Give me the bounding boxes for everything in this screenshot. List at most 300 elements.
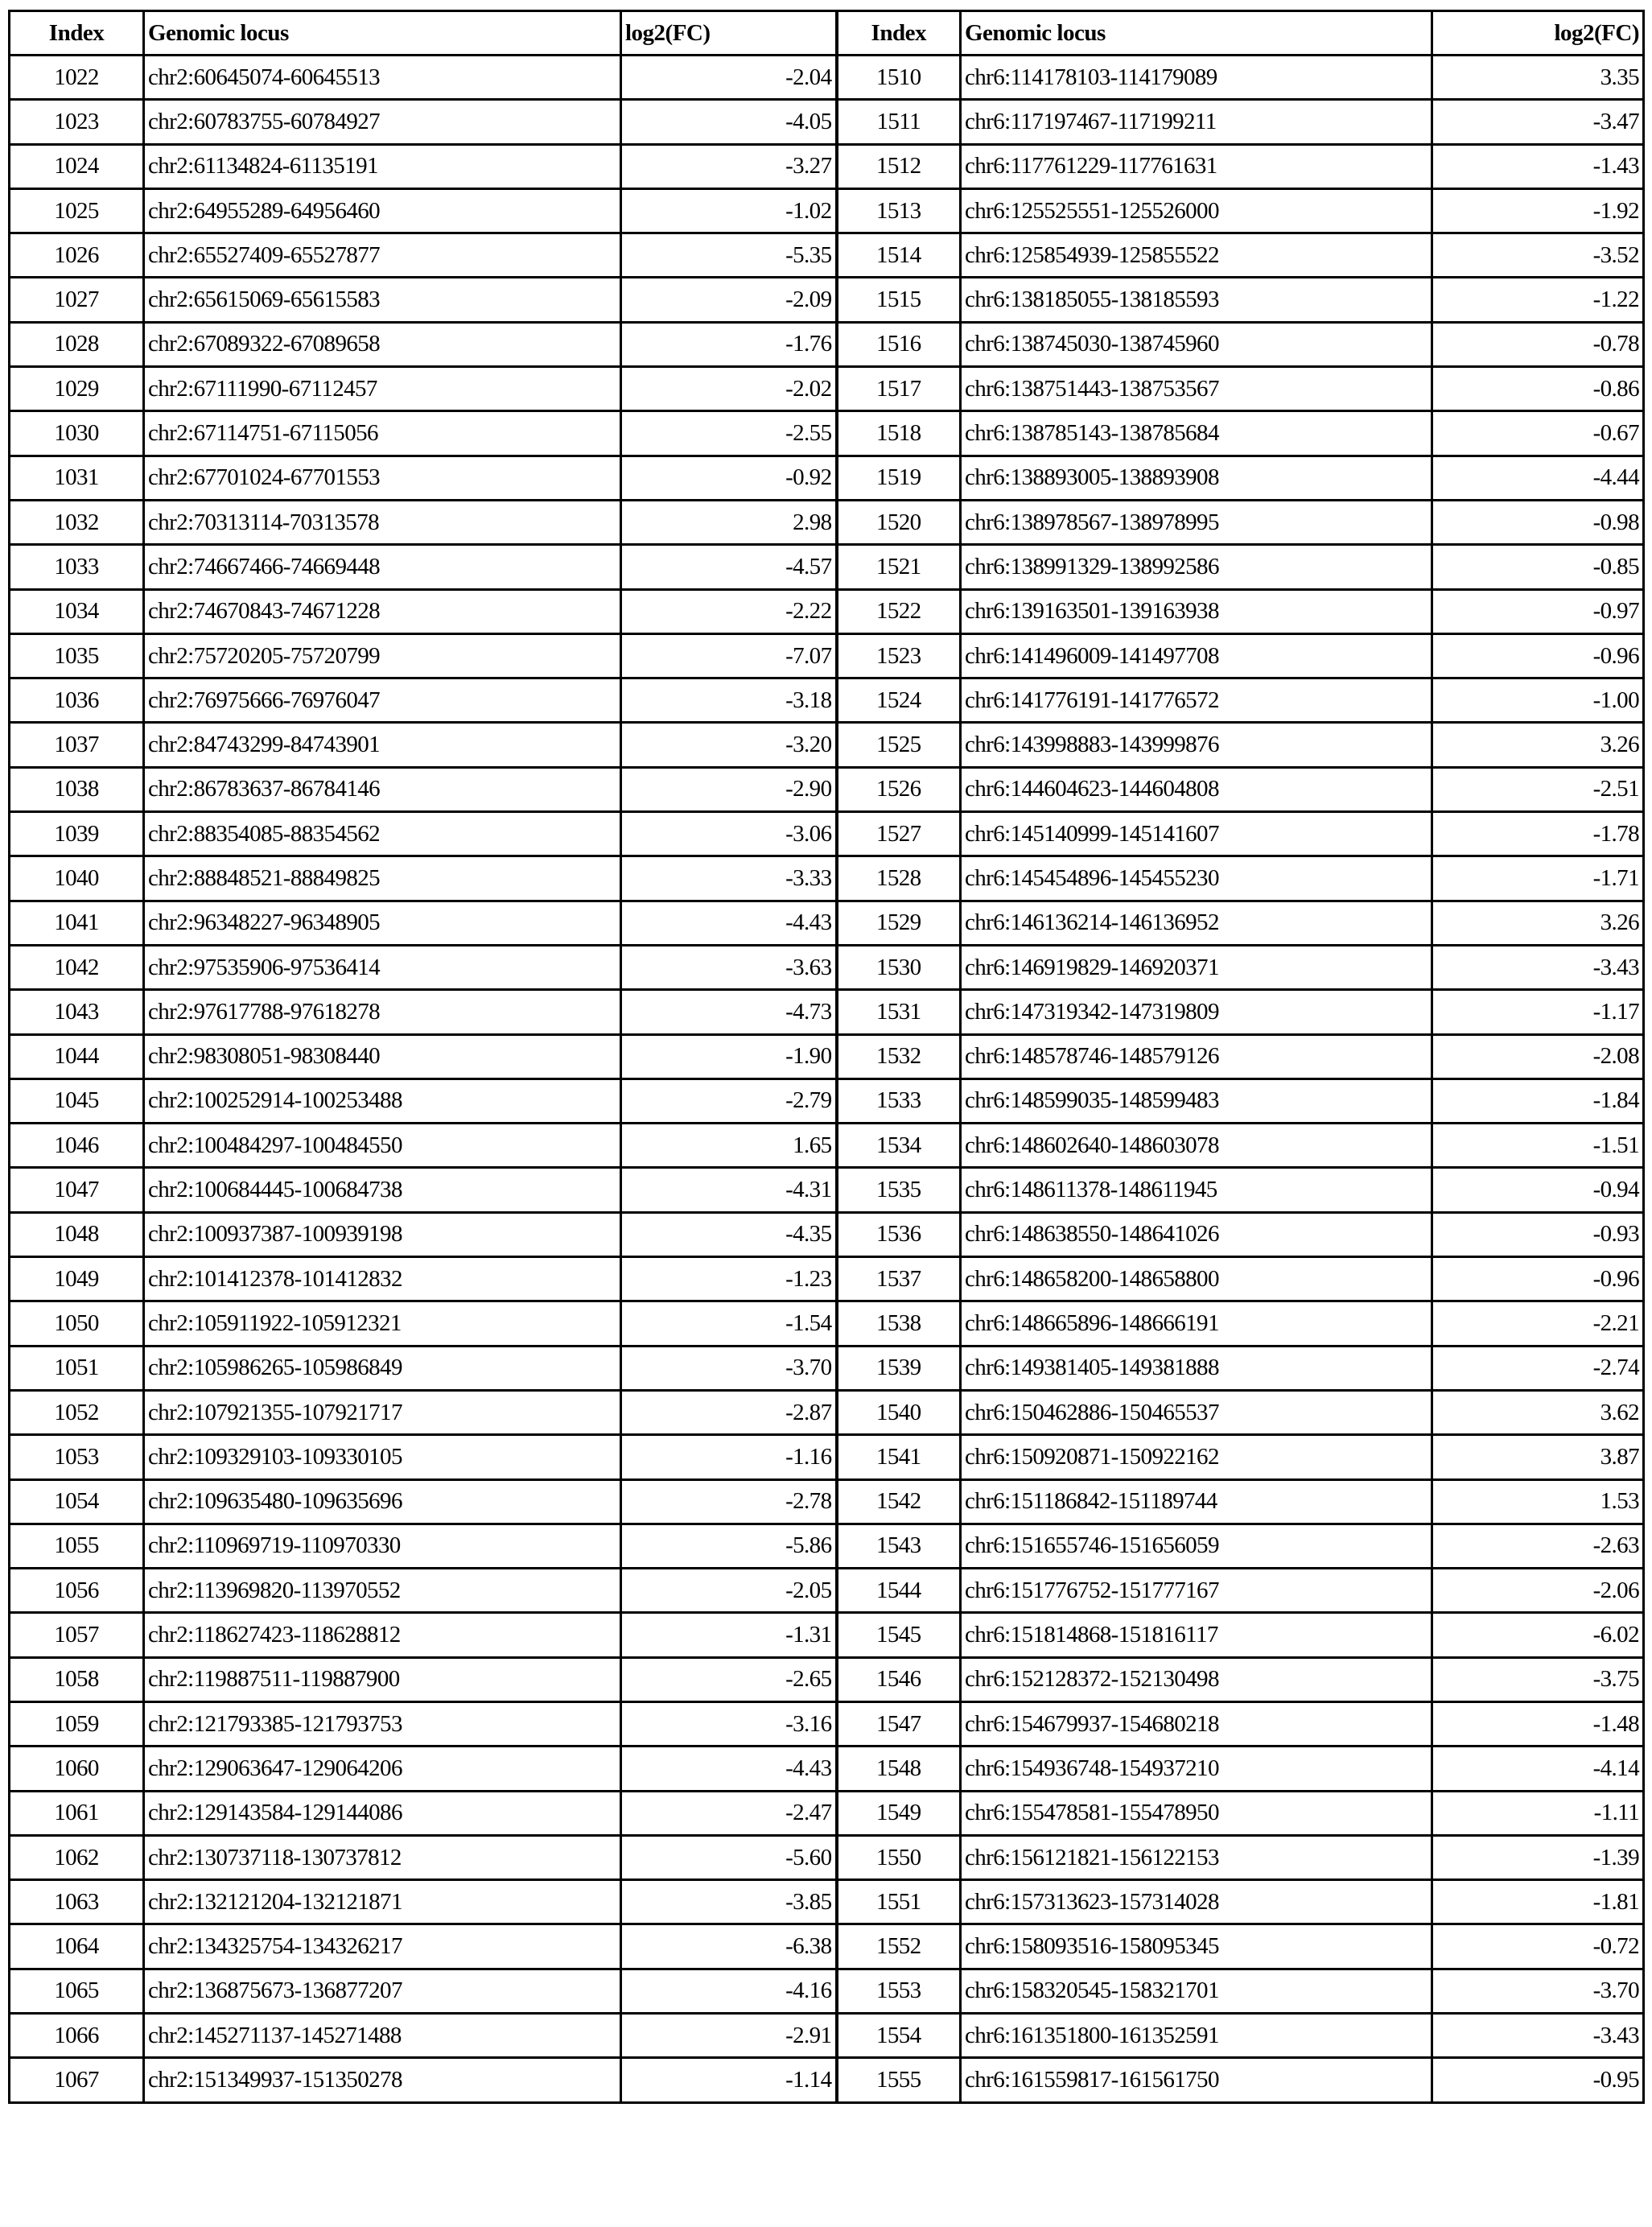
log2fc-cell-left: -3.33 — [621, 856, 837, 901]
index-cell-right: 1515 — [837, 278, 961, 322]
log2fc-cell-left: -4.05 — [621, 100, 837, 144]
locus-cell-right: chr6:125525551-125526000 — [961, 188, 1432, 233]
locus-cell-left: chr2:67111990-67112457 — [144, 367, 621, 411]
locus-cell-left: chr2:145271137-145271488 — [144, 2014, 621, 2058]
locus-cell-right: chr6:138751443-138753567 — [961, 367, 1432, 411]
log2fc-cell-left: -3.18 — [621, 678, 837, 723]
locus-cell-right: chr6:117197467-117199211 — [961, 100, 1432, 144]
locus-cell-right: chr6:155478581-155478950 — [961, 1791, 1432, 1835]
locus-cell-right: chr6:141496009-141497708 — [961, 633, 1432, 678]
locus-cell-right: chr6:148599035-148599483 — [961, 1078, 1432, 1123]
log2fc-cell-right: -4.44 — [1432, 456, 1644, 500]
header-log2fc-right: log2(FC) — [1432, 11, 1644, 56]
index-cell-right: 1555 — [837, 2058, 961, 2102]
index-cell-left: 1043 — [10, 990, 144, 1034]
table-row — [10, 1479, 1644, 1524]
log2fc-cell-left: -2.55 — [621, 411, 837, 456]
header-index-left: Index — [10, 11, 144, 56]
index-cell-left: 1065 — [10, 1969, 144, 2013]
table-row — [10, 1124, 1644, 1168]
index-cell-left: 1054 — [10, 1479, 144, 1524]
table-row — [10, 2014, 1644, 2058]
locus-cell-right: chr6:154679937-154680218 — [961, 1701, 1432, 1746]
locus-cell-right: chr6:154936748-154937210 — [961, 1747, 1432, 1791]
index-cell-left: 1034 — [10, 589, 144, 633]
index-cell-right: 1519 — [837, 456, 961, 500]
index-cell-left: 1039 — [10, 812, 144, 856]
index-cell-left: 1058 — [10, 1657, 144, 1701]
index-cell-left: 1027 — [10, 278, 144, 322]
index-cell-right: 1544 — [837, 1569, 961, 1613]
locus-cell-left: chr2:105911922-105912321 — [144, 1301, 621, 1346]
locus-cell-right: chr6:148638550-148641026 — [961, 1212, 1432, 1256]
log2fc-cell-left: -3.27 — [621, 144, 837, 188]
index-cell-right: 1539 — [837, 1346, 961, 1390]
log2fc-cell-left: -4.31 — [621, 1168, 837, 1212]
index-cell-left: 1066 — [10, 2014, 144, 2058]
index-cell-left: 1035 — [10, 633, 144, 678]
table-row — [10, 1212, 1644, 1256]
locus-cell-right: chr6:138745030-138745960 — [961, 322, 1432, 366]
log2fc-cell-right: -0.78 — [1432, 322, 1644, 366]
locus-cell-left: chr2:64955289-64956460 — [144, 188, 621, 233]
log2fc-cell-left: -3.20 — [621, 723, 837, 767]
table-row — [10, 1078, 1644, 1123]
table-row — [10, 144, 1644, 188]
log2fc-cell-right: -1.78 — [1432, 812, 1644, 856]
table-row — [10, 1613, 1644, 1657]
locus-cell-left: chr2:76975666-76976047 — [144, 678, 621, 723]
locus-cell-right: chr6:117761229-117761631 — [961, 144, 1432, 188]
log2fc-cell-left: 2.98 — [621, 500, 837, 544]
locus-cell-right: chr6:138893005-138893908 — [961, 456, 1432, 500]
log2fc-cell-left: -3.16 — [621, 1701, 837, 1746]
locus-cell-right: chr6:139163501-139163938 — [961, 589, 1432, 633]
log2fc-cell-right: -3.43 — [1432, 945, 1644, 989]
log2fc-cell-left: -2.87 — [621, 1390, 837, 1434]
locus-cell-left: chr2:100684445-100684738 — [144, 1168, 621, 1212]
locus-cell-left: chr2:129063647-129064206 — [144, 1747, 621, 1791]
locus-cell-left: chr2:61134824-61135191 — [144, 144, 621, 188]
table-row — [10, 545, 1644, 589]
locus-cell-right: chr6:138185055-138185593 — [961, 278, 1432, 322]
log2fc-cell-left: -1.31 — [621, 1613, 837, 1657]
table-row — [10, 723, 1644, 767]
log2fc-cell-left: -2.65 — [621, 1657, 837, 1701]
index-cell-left: 1046 — [10, 1124, 144, 1168]
log2fc-cell-right: -0.93 — [1432, 1212, 1644, 1256]
log2fc-cell-left: -2.79 — [621, 1078, 837, 1123]
log2fc-cell-left: -1.90 — [621, 1034, 837, 1078]
locus-cell-left: chr2:97535906-97536414 — [144, 945, 621, 989]
locus-cell-right: chr6:158320545-158321701 — [961, 1969, 1432, 2013]
index-cell-right: 1524 — [837, 678, 961, 723]
locus-cell-right: chr6:138991329-138992586 — [961, 545, 1432, 589]
locus-cell-left: chr2:67701024-67701553 — [144, 456, 621, 500]
table-row — [10, 56, 1644, 100]
locus-cell-right: chr6:151776752-151777167 — [961, 1569, 1432, 1613]
locus-cell-left: chr2:86783637-86784146 — [144, 767, 621, 811]
table-row — [10, 1524, 1644, 1568]
locus-cell-right: chr6:145140999-145141607 — [961, 812, 1432, 856]
locus-cell-left: chr2:74667466-74669448 — [144, 545, 621, 589]
table-row — [10, 1168, 1644, 1212]
log2fc-cell-left: -3.06 — [621, 812, 837, 856]
locus-cell-left: chr2:75720205-75720799 — [144, 633, 621, 678]
index-cell-left: 1026 — [10, 233, 144, 278]
index-cell-left: 1047 — [10, 1168, 144, 1212]
log2fc-cell-left: -4.73 — [621, 990, 837, 1034]
index-cell-right: 1545 — [837, 1613, 961, 1657]
index-cell-left: 1056 — [10, 1569, 144, 1613]
log2fc-cell-left: -2.78 — [621, 1479, 837, 1524]
log2fc-cell-left: -2.47 — [621, 1791, 837, 1835]
index-cell-right: 1523 — [837, 633, 961, 678]
index-cell-right: 1525 — [837, 723, 961, 767]
index-cell-right: 1540 — [837, 1390, 961, 1434]
index-cell-left: 1059 — [10, 1701, 144, 1746]
log2fc-cell-right: -1.92 — [1432, 188, 1644, 233]
index-cell-right: 1512 — [837, 144, 961, 188]
log2fc-cell-left: -3.63 — [621, 945, 837, 989]
log2fc-cell-left: 1.65 — [621, 1124, 837, 1168]
index-cell-right: 1533 — [837, 1078, 961, 1123]
log2fc-cell-right: -1.51 — [1432, 1124, 1644, 1168]
table-row — [10, 1435, 1644, 1479]
index-cell-left: 1023 — [10, 100, 144, 144]
log2fc-cell-right: 3.62 — [1432, 1390, 1644, 1434]
log2fc-cell-right: 3.35 — [1432, 56, 1644, 100]
log2fc-cell-right: 3.87 — [1432, 1435, 1644, 1479]
locus-cell-right: chr6:144604623-144604808 — [961, 767, 1432, 811]
locus-cell-left: chr2:88354085-88354562 — [144, 812, 621, 856]
locus-cell-right: chr6:125854939-125855522 — [961, 233, 1432, 278]
log2fc-cell-right: -2.21 — [1432, 1301, 1644, 1346]
index-cell-right: 1521 — [837, 545, 961, 589]
header-row — [10, 11, 1644, 56]
locus-cell-right: chr6:158093516-158095345 — [961, 1924, 1432, 1969]
table-row — [10, 188, 1644, 233]
index-cell-right: 1534 — [837, 1124, 961, 1168]
locus-cell-left: chr2:74670843-74671228 — [144, 589, 621, 633]
locus-cell-left: chr2:132121204-132121871 — [144, 1880, 621, 1924]
index-cell-left: 1032 — [10, 500, 144, 544]
index-cell-left: 1062 — [10, 1835, 144, 1879]
index-cell-right: 1547 — [837, 1701, 961, 1746]
locus-cell-left: chr2:109635480-109635696 — [144, 1479, 621, 1524]
locus-cell-right: chr6:161351800-161352591 — [961, 2014, 1432, 2058]
index-cell-right: 1538 — [837, 1301, 961, 1346]
table-row — [10, 1880, 1644, 1924]
log2fc-cell-left: -5.86 — [621, 1524, 837, 1568]
index-cell-right: 1511 — [837, 100, 961, 144]
locus-cell-left: chr2:105986265-105986849 — [144, 1346, 621, 1390]
log2fc-cell-left: -5.35 — [621, 233, 837, 278]
locus-cell-left: chr2:100252914-100253488 — [144, 1078, 621, 1123]
log2fc-cell-right: -1.71 — [1432, 856, 1644, 901]
locus-cell-left: chr2:113969820-113970552 — [144, 1569, 621, 1613]
locus-cell-right: chr6:150920871-150922162 — [961, 1435, 1432, 1479]
table-row — [10, 633, 1644, 678]
index-cell-left: 1048 — [10, 1212, 144, 1256]
locus-cell-left: chr2:101412378-101412832 — [144, 1257, 621, 1301]
locus-cell-right: chr6:148658200-148658800 — [961, 1257, 1432, 1301]
locus-cell-left: chr2:67114751-67115056 — [144, 411, 621, 456]
table-row — [10, 322, 1644, 366]
locus-cell-left: chr2:98308051-98308440 — [144, 1034, 621, 1078]
log2fc-cell-left: -4.57 — [621, 545, 837, 589]
locus-cell-left: chr2:88848521-88849825 — [144, 856, 621, 901]
table-row — [10, 1034, 1644, 1078]
table-row — [10, 278, 1644, 322]
log2fc-cell-right: -0.98 — [1432, 500, 1644, 544]
index-cell-left: 1053 — [10, 1435, 144, 1479]
index-cell-right: 1530 — [837, 945, 961, 989]
index-cell-left: 1022 — [10, 56, 144, 100]
table-row — [10, 812, 1644, 856]
locus-cell-left: chr2:67089322-67089658 — [144, 322, 621, 366]
locus-cell-right: chr6:151814868-151816117 — [961, 1613, 1432, 1657]
locus-cell-right: chr6:147319342-147319809 — [961, 990, 1432, 1034]
log2fc-cell-right: 3.26 — [1432, 723, 1644, 767]
locus-cell-right: chr6:145454896-145455230 — [961, 856, 1432, 901]
log2fc-cell-right: -0.67 — [1432, 411, 1644, 456]
index-cell-left: 1030 — [10, 411, 144, 456]
table-row — [10, 1969, 1644, 2013]
index-cell-left: 1049 — [10, 1257, 144, 1301]
log2fc-cell-left: -2.09 — [621, 278, 837, 322]
log2fc-cell-left: -4.16 — [621, 1969, 837, 2013]
index-cell-right: 1552 — [837, 1924, 961, 1969]
log2fc-cell-left: -1.76 — [621, 322, 837, 366]
table-row — [10, 411, 1644, 456]
locus-cell-left: chr2:97617788-97618278 — [144, 990, 621, 1034]
log2fc-cell-left: -2.91 — [621, 2014, 837, 2058]
log2fc-cell-left: -4.43 — [621, 1747, 837, 1791]
log2fc-cell-left: -1.23 — [621, 1257, 837, 1301]
locus-cell-right: chr6:148665896-148666191 — [961, 1301, 1432, 1346]
index-cell-right: 1541 — [837, 1435, 961, 1479]
log2fc-cell-right: -0.97 — [1432, 589, 1644, 633]
index-cell-left: 1036 — [10, 678, 144, 723]
header-locus-right: Genomic locus — [961, 11, 1432, 56]
log2fc-cell-right: -2.63 — [1432, 1524, 1644, 1568]
locus-cell-right: chr6:161559817-161561750 — [961, 2058, 1432, 2102]
log2fc-cell-right: -0.96 — [1432, 1257, 1644, 1301]
log2fc-cell-left: -1.16 — [621, 1435, 837, 1479]
log2fc-cell-left: -4.43 — [621, 901, 837, 945]
locus-cell-right: chr6:150462886-150465537 — [961, 1390, 1432, 1434]
index-cell-left: 1060 — [10, 1747, 144, 1791]
log2fc-cell-right: -3.43 — [1432, 2014, 1644, 2058]
log2fc-cell-left: -4.35 — [621, 1212, 837, 1256]
log2fc-cell-right: -2.08 — [1432, 1034, 1644, 1078]
locus-cell-left: chr2:118627423-118628812 — [144, 1613, 621, 1657]
log2fc-cell-right: -0.72 — [1432, 1924, 1644, 1969]
log2fc-cell-right: -0.96 — [1432, 633, 1644, 678]
locus-cell-right: chr6:148578746-148579126 — [961, 1034, 1432, 1078]
index-cell-left: 1029 — [10, 367, 144, 411]
index-cell-right: 1516 — [837, 322, 961, 366]
index-cell-right: 1537 — [837, 1257, 961, 1301]
locus-cell-left: chr2:107921355-107921717 — [144, 1390, 621, 1434]
locus-cell-left: chr2:134325754-134326217 — [144, 1924, 621, 1969]
index-cell-right: 1527 — [837, 812, 961, 856]
log2fc-cell-right: -0.94 — [1432, 1168, 1644, 1212]
log2fc-cell-left: -1.14 — [621, 2058, 837, 2102]
index-cell-left: 1057 — [10, 1613, 144, 1657]
header-index-right: Index — [837, 11, 961, 56]
log2fc-cell-right: -1.43 — [1432, 144, 1644, 188]
log2fc-cell-right: -3.47 — [1432, 100, 1644, 144]
index-cell-right: 1550 — [837, 1835, 961, 1879]
index-cell-left: 1037 — [10, 723, 144, 767]
log2fc-cell-right: -3.75 — [1432, 1657, 1644, 1701]
table-row — [10, 100, 1644, 144]
index-cell-right: 1522 — [837, 589, 961, 633]
log2fc-cell-left: -0.92 — [621, 456, 837, 500]
table-row — [10, 1257, 1644, 1301]
locus-cell-left: chr2:84743299-84743901 — [144, 723, 621, 767]
index-cell-right: 1528 — [837, 856, 961, 901]
log2fc-cell-right: -1.48 — [1432, 1701, 1644, 1746]
index-cell-right: 1531 — [837, 990, 961, 1034]
log2fc-cell-right: -6.02 — [1432, 1613, 1644, 1657]
locus-cell-left: chr2:65615069-65615583 — [144, 278, 621, 322]
locus-cell-right: chr6:156121821-156122153 — [961, 1835, 1432, 1879]
index-cell-right: 1553 — [837, 1969, 961, 2013]
index-cell-left: 1052 — [10, 1390, 144, 1434]
locus-cell-right: chr6:141776191-141776572 — [961, 678, 1432, 723]
log2fc-cell-right: -0.85 — [1432, 545, 1644, 589]
log2fc-cell-right: 1.53 — [1432, 1479, 1644, 1524]
log2fc-cell-right: -1.39 — [1432, 1835, 1644, 1879]
locus-cell-right: chr6:148611378-148611945 — [961, 1168, 1432, 1212]
index-cell-left: 1061 — [10, 1791, 144, 1835]
locus-cell-right: chr6:114178103-114179089 — [961, 56, 1432, 100]
locus-cell-right: chr6:138785143-138785684 — [961, 411, 1432, 456]
log2fc-cell-left: -3.85 — [621, 1880, 837, 1924]
table-row — [10, 990, 1644, 1034]
table-row — [10, 1346, 1644, 1390]
locus-cell-left: chr2:110969719-110970330 — [144, 1524, 621, 1568]
locus-cell-right: chr6:138978567-138978995 — [961, 500, 1432, 544]
log2fc-cell-left: -2.02 — [621, 367, 837, 411]
table-row — [10, 1924, 1644, 1969]
log2fc-cell-right: -2.74 — [1432, 1346, 1644, 1390]
log2fc-cell-left: -2.90 — [621, 767, 837, 811]
index-cell-right: 1554 — [837, 2014, 961, 2058]
table-row — [10, 233, 1644, 278]
table-row — [10, 856, 1644, 901]
log2fc-cell-left: -5.60 — [621, 1835, 837, 1879]
log2fc-cell-right: -1.22 — [1432, 278, 1644, 322]
index-cell-left: 1055 — [10, 1524, 144, 1568]
locus-cell-left: chr2:70313114-70313578 — [144, 500, 621, 544]
index-cell-left: 1042 — [10, 945, 144, 989]
table-row — [10, 1569, 1644, 1613]
table-row — [10, 1747, 1644, 1791]
index-cell-right: 1517 — [837, 367, 961, 411]
locus-cell-right: chr6:152128372-152130498 — [961, 1657, 1432, 1701]
index-cell-left: 1051 — [10, 1346, 144, 1390]
locus-cell-left: chr2:100484297-100484550 — [144, 1124, 621, 1168]
index-cell-left: 1067 — [10, 2058, 144, 2102]
table-row — [10, 901, 1644, 945]
locus-cell-right: chr6:146136214-146136952 — [961, 901, 1432, 945]
table-row — [10, 589, 1644, 633]
table-row — [10, 1657, 1644, 1701]
index-cell-left: 1031 — [10, 456, 144, 500]
table-row — [10, 1301, 1644, 1346]
locus-cell-left: chr2:130737118-130737812 — [144, 1835, 621, 1879]
table-row — [10, 678, 1644, 723]
locus-cell-right: chr6:146919829-146920371 — [961, 945, 1432, 989]
genomic-locus-table — [8, 10, 1645, 2104]
log2fc-cell-right: -3.52 — [1432, 233, 1644, 278]
log2fc-cell-right: -2.51 — [1432, 767, 1644, 811]
index-cell-left: 1064 — [10, 1924, 144, 1969]
locus-cell-left: chr2:65527409-65527877 — [144, 233, 621, 278]
index-cell-left: 1024 — [10, 144, 144, 188]
log2fc-cell-left: -6.38 — [621, 1924, 837, 1969]
locus-cell-right: chr6:149381405-149381888 — [961, 1346, 1432, 1390]
index-cell-right: 1551 — [837, 1880, 961, 1924]
log2fc-cell-right: -3.70 — [1432, 1969, 1644, 2013]
index-cell-left: 1050 — [10, 1301, 144, 1346]
index-cell-right: 1542 — [837, 1479, 961, 1524]
index-cell-left: 1041 — [10, 901, 144, 945]
log2fc-cell-right: -4.14 — [1432, 1747, 1644, 1791]
log2fc-cell-left: -2.22 — [621, 589, 837, 633]
locus-cell-right: chr6:151655746-151656059 — [961, 1524, 1432, 1568]
header-log2fc-left: log2(FC) — [621, 11, 837, 56]
index-cell-right: 1513 — [837, 188, 961, 233]
index-cell-right: 1535 — [837, 1168, 961, 1212]
log2fc-cell-right: -0.95 — [1432, 2058, 1644, 2102]
log2fc-cell-right: -1.84 — [1432, 1078, 1644, 1123]
log2fc-cell-right: 3.26 — [1432, 901, 1644, 945]
index-cell-right: 1536 — [837, 1212, 961, 1256]
locus-cell-left: chr2:60645074-60645513 — [144, 56, 621, 100]
locus-cell-left: chr2:151349937-151350278 — [144, 2058, 621, 2102]
index-cell-left: 1044 — [10, 1034, 144, 1078]
index-cell-left: 1028 — [10, 322, 144, 366]
table-row — [10, 456, 1644, 500]
index-cell-right: 1529 — [837, 901, 961, 945]
log2fc-cell-left: -3.70 — [621, 1346, 837, 1390]
table-row — [10, 1390, 1644, 1434]
table-row — [10, 1701, 1644, 1746]
log2fc-cell-right: -2.06 — [1432, 1569, 1644, 1613]
index-cell-left: 1025 — [10, 188, 144, 233]
log2fc-cell-left: -1.54 — [621, 1301, 837, 1346]
table-body — [10, 56, 1644, 2103]
index-cell-right: 1510 — [837, 56, 961, 100]
log2fc-cell-right: -1.17 — [1432, 990, 1644, 1034]
locus-cell-right: chr6:148602640-148603078 — [961, 1124, 1432, 1168]
index-cell-right: 1546 — [837, 1657, 961, 1701]
log2fc-cell-right: -0.86 — [1432, 367, 1644, 411]
log2fc-cell-right: -1.81 — [1432, 1880, 1644, 1924]
index-cell-left: 1040 — [10, 856, 144, 901]
index-cell-right: 1514 — [837, 233, 961, 278]
locus-cell-right: chr6:151186842-151189744 — [961, 1479, 1432, 1524]
index-cell-right: 1549 — [837, 1791, 961, 1835]
locus-cell-left: chr2:96348227-96348905 — [144, 901, 621, 945]
index-cell-right: 1532 — [837, 1034, 961, 1078]
locus-cell-left: chr2:129143584-129144086 — [144, 1791, 621, 1835]
